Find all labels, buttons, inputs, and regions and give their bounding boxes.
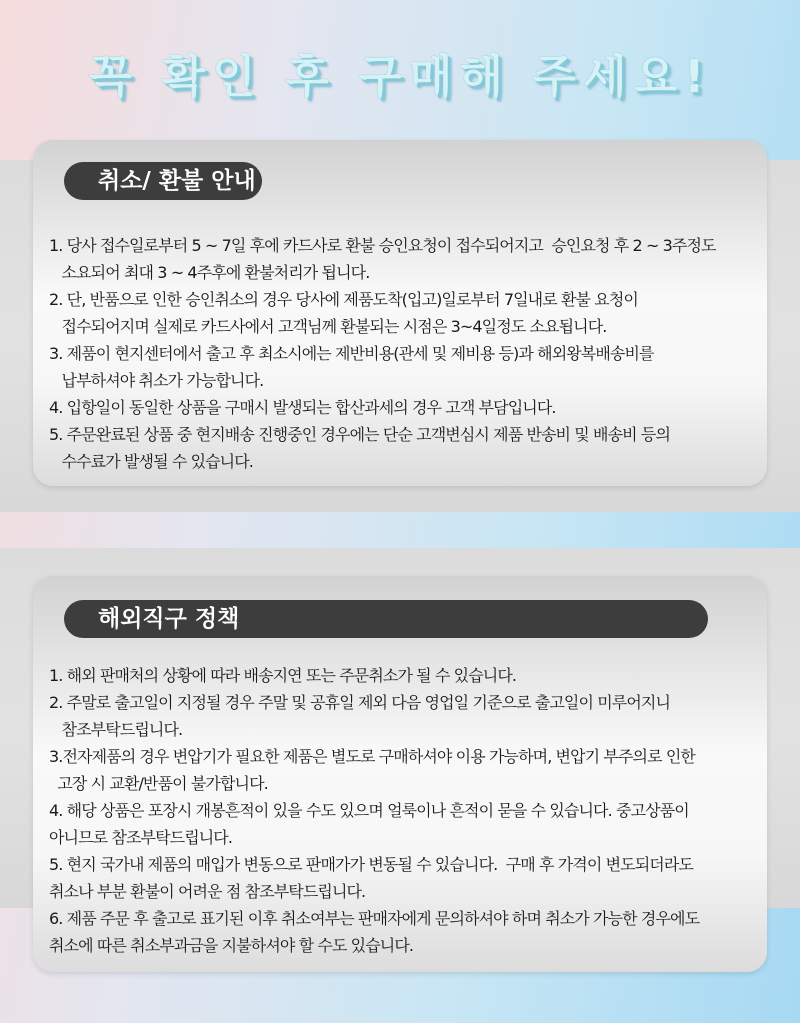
item-line: 5. 주문완료된 상품 중 현지배송 진행중인 경우에는 단순 고객변심시 제품 반송비 및 배송비 등의 [49, 425, 671, 444]
item-line: 참조부탁드립니다. [49, 720, 183, 739]
page-headline: 꼭 확인 후 구매해 주세요! [88, 50, 712, 103]
item-line: 소요되어 최대 3 ~ 4주후에 환불처리가 됩니다. [49, 263, 370, 282]
list-item [49, 905, 761, 959]
item-line: 수수료가 발생될 수 있습니다. [49, 452, 253, 471]
item-line: 1. 해외 판매처의 상황에 따라 배송지연 또는 주문취소가 될 수 있습니다. [49, 666, 517, 685]
item-line: 2. 단, 반품으로 인한 승인취소의 경우 당사에 제품도착(입고)일로부터 7일내로 환불 요청이 [49, 290, 638, 309]
list-item [49, 689, 761, 743]
item-line: 2. 주말로 출고일이 지정될 경우 주말 및 공휴일 제외 다음 영업일 기준으로 출고일이 미루어지니 [49, 693, 671, 712]
overseas-policy-panel [33, 576, 767, 972]
list-item [49, 797, 761, 851]
list-item [49, 851, 761, 905]
item-line: 접수되어지며 실제로 카드사에서 고객님께 환불되는 시점은 3~4일정도 소요됩니다. [49, 317, 607, 336]
section-title-policy: 해외직구 정책 [64, 600, 708, 638]
list-item [49, 394, 761, 421]
policy-list [49, 662, 761, 959]
item-line: 1. 당사 접수일로부터 5 ~ 7일 후에 카드사로 환불 승인요청이 접수되어지고 승인요청 후 2 ~ 3주정도 [49, 236, 716, 255]
item-line: 3.전자제품의 경우 변압기가 필요한 제품은 별도로 구매하셔야 이용 가능하며, 변압기 부주의로 인한 [49, 747, 695, 766]
item-line: 아니므로 참조부탁드립니다. [49, 828, 233, 847]
item-line: 납부하셔야 취소가 가능합니다. [49, 371, 264, 390]
list-item [49, 421, 761, 475]
list-item [49, 340, 761, 394]
list-item [49, 743, 761, 797]
list-item [49, 286, 761, 340]
refund-info-panel [33, 140, 767, 486]
item-line: 3. 제품이 현지센터에서 출고 후 최소시에는 제반비용(관세 및 제비용 등)과 해외왕복배송비를 [49, 344, 654, 363]
item-line: 고장 시 교환/반품이 불가합니다. [49, 774, 268, 793]
refund-list [49, 232, 761, 475]
list-item [49, 662, 761, 689]
item-line: 취소에 따른 취소부과금을 지불하셔야 할 수도 있습니다. [49, 936, 414, 955]
section-title-refund: 취소/ 환불 안내 [64, 162, 262, 200]
item-line: 취소나 부분 환불이 어려운 점 참조부탁드립니다. [49, 882, 366, 901]
item-line: 6. 제품 주문 후 출고로 표기된 이후 취소여부는 판매자에게 문의하셔야 하며 취소가 가능한 경우에도 [49, 909, 700, 928]
item-line: 5. 현지 국가내 제품의 매입가 변동으로 판매가가 변동될 수 있습니다. 구매 후 가격이 변도되더라도 [49, 855, 693, 874]
list-item [49, 232, 761, 286]
item-line: 4. 입항일이 동일한 상품을 구매시 발생되는 합산과세의 경우 고객 부담입니다. [49, 398, 556, 417]
item-line: 4. 해당 상품은 포장시 개봉흔적이 있을 수도 있으며 얼룩이나 흔적이 묻을 수 있습니다. 중고상품이 [49, 801, 689, 820]
